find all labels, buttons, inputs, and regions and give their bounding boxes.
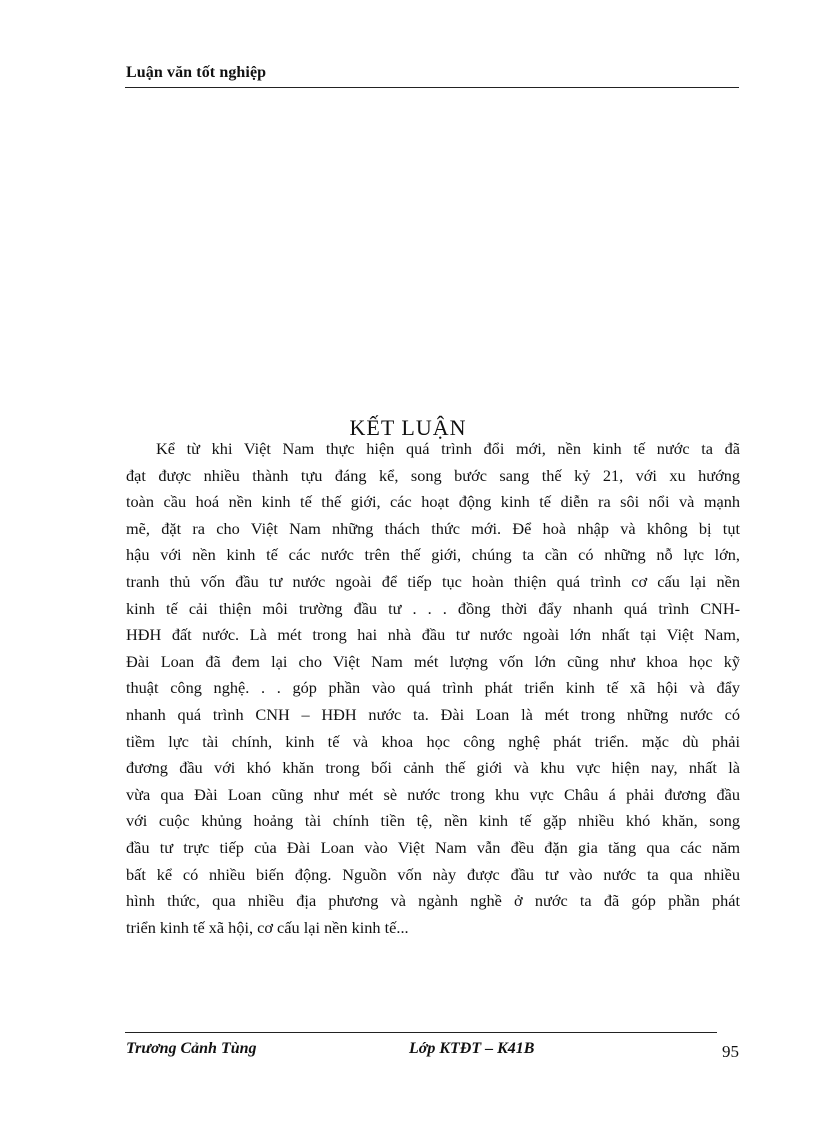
page-header-title: Luận văn tốt nghiệp (126, 64, 267, 81)
body-line: tiềm lực tài chính, kinh tế và khoa học công nghệ phát triển. mặc dù phải (126, 731, 740, 751)
body-line: triển kinh tế xã hội, cơ cấu lại nền kinh tế... (126, 917, 409, 937)
body-line: vừa qua Đài Loan cũng như mét sè nước trong khu vực Châu á phải đương đầu (126, 784, 740, 804)
page-number: 95 (722, 1042, 739, 1061)
body-line: đầu tư trực tiếp của Đài Loan vào Việt Nam vẫn đều đặn gia tăng qua các năm (126, 837, 740, 857)
body-paragraph (126, 436, 740, 941)
body-line: nhanh quá trình CNH – HĐH nước ta. Đài Loan là mét trong những nước có (126, 704, 740, 724)
header-divider (125, 87, 739, 88)
body-line: bất kể có nhiều biến động. Nguồn vốn này được đầu tư vào nước ta qua nhiều (126, 864, 740, 884)
body-line: với cuộc khủng hoảng tài chính tiền tệ, nền kinh tế gặp nhiều khó khăn, song (126, 811, 740, 831)
body-line: kinh tế cải thiện môi trường đầu tư . . . đồng thời đẩy nhanh quá trình CNH- (126, 598, 740, 618)
body-line: hình thức, qua nhiều địa phương và ngành nghề ở nước ta đã góp phần phát (126, 891, 740, 911)
body-line: hậu với nền kinh tế các nước trên thế giới, chúng ta cần có những nỗ lực lớn, (126, 545, 740, 565)
body-line: mẽ, đặt ra cho Việt Nam những thách thức mới. Để hoà nhập và không bị tụt (126, 518, 740, 538)
footer-author: Trương Cảnh Tùng (126, 1040, 257, 1057)
body-line: đạt được nhiều thành tựu đáng kể, song bước sang thế kỷ 21, với xu hướng (126, 465, 740, 485)
body-line: toàn cầu hoá nền kinh tế thế giới, các hoạt động kinh tế diễn ra sôi nổi và mạnh (126, 492, 740, 512)
body-line: Đài Loan đã đem lại cho Việt Nam mét lượng vốn lớn cũng như khoa học kỹ (126, 651, 740, 671)
footer-class: Lớp KTĐT – K41B (409, 1040, 535, 1057)
body-line: tranh thủ vốn đầu tư nước ngoài để tiếp tục hoàn thiện quá trình cơ cấu lại nền (126, 571, 740, 591)
footer-divider (125, 1032, 717, 1033)
section-title: KẾT LUẬN (349, 414, 467, 440)
body-line: Kể từ khi Việt Nam thực hiện quá trình đổi mới, nền kinh tế nước ta đã (156, 439, 740, 458)
body-line: thuật công nghệ. . . góp phần vào quá trình phát triển kinh tế xã hội và đẩy (126, 678, 740, 698)
body-line: HĐH đất nước. Là mét trong hai nhà đầu tư nước ngoài lớn nhất tại Việt Nam, (126, 625, 740, 645)
body-line: đương đầu với khó khăn trong bối cảnh thế giới và khu vực hiện nay, nhất là (126, 758, 740, 778)
